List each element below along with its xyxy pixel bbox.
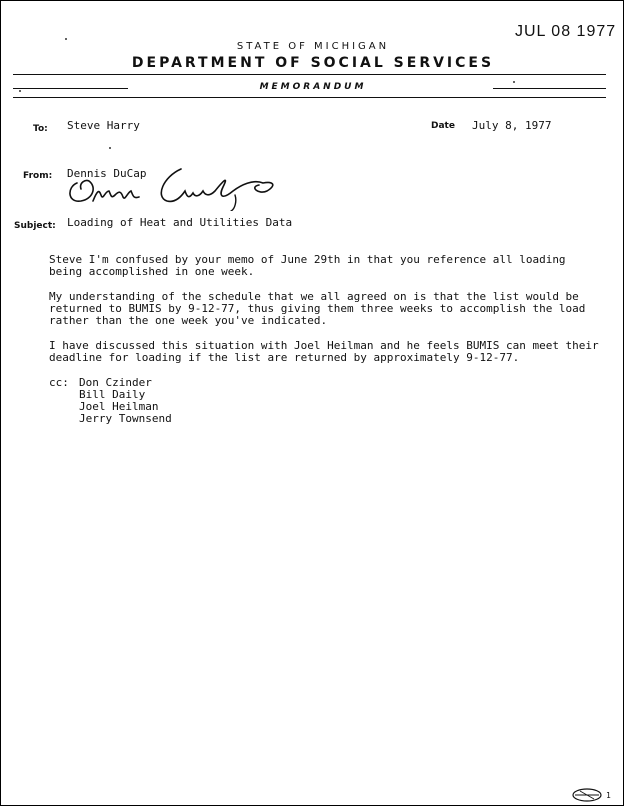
date-label: Date — [431, 121, 455, 131]
paragraph-1-line: Steve I'm confused by your memo of June 29th in that you reference all loading — [49, 253, 566, 266]
department-heading: DEPARTMENT OF SOCIAL SERVICES — [131, 55, 495, 71]
from-value: Dennis DuCap — [67, 167, 147, 180]
paragraph-1-line: being accomplished in one week. — [49, 265, 255, 278]
scan-speck — [65, 38, 67, 40]
paragraph-1 — [49, 254, 566, 278]
paragraph-3-line: deadline for loading if the list are returned by approximately 9-12-77. — [49, 351, 520, 364]
paragraph-3 — [49, 340, 599, 364]
paragraph-3-line: I have discussed this situation with Joel Heilman and he feels BUMIS can meet their — [49, 339, 599, 352]
scan-speck — [19, 90, 21, 92]
to-label: To: — [33, 124, 48, 134]
scan-speck — [109, 147, 111, 149]
cc-list — [79, 377, 172, 425]
signature — [63, 161, 283, 211]
paragraph-2-line: My understanding of the schedule that we all agreed on is that the list would be — [49, 290, 579, 303]
cc-name: Jerry Townsend — [79, 412, 172, 425]
from-label: From: — [23, 171, 53, 181]
date-value: July 8, 1977 — [472, 119, 552, 132]
printer-logo-icon — [571, 787, 609, 803]
cc-label: cc: — [49, 376, 69, 389]
cc-name: Bill Daily — [79, 388, 146, 401]
subject-label: Subject: — [14, 221, 56, 231]
cc-name: Joel Heilman — [79, 400, 159, 413]
to-value: Steve Harry — [67, 119, 140, 132]
paragraph-2-line: rather than the one week you've indicated. — [49, 314, 328, 327]
memorandum-label: MEMORANDUM — [259, 82, 367, 92]
subject-value: Loading of Heat and Utilities Data — [67, 216, 293, 229]
scan-speck — [513, 81, 515, 83]
header-rule-top — [13, 74, 606, 75]
paragraph-2-line: returned to BUMIS by 9-12-77, thus giving them three weeks to accomplish the load — [49, 302, 586, 315]
paragraph-2 — [49, 291, 585, 327]
received-date-stamp: JUL 08 1977 — [515, 23, 617, 40]
header-rule-bottom — [13, 97, 606, 98]
page-mark: 1 — [606, 791, 611, 800]
cc-name: Don Czinder — [79, 376, 152, 389]
state-heading: STATE OF MICHIGAN — [236, 41, 390, 52]
